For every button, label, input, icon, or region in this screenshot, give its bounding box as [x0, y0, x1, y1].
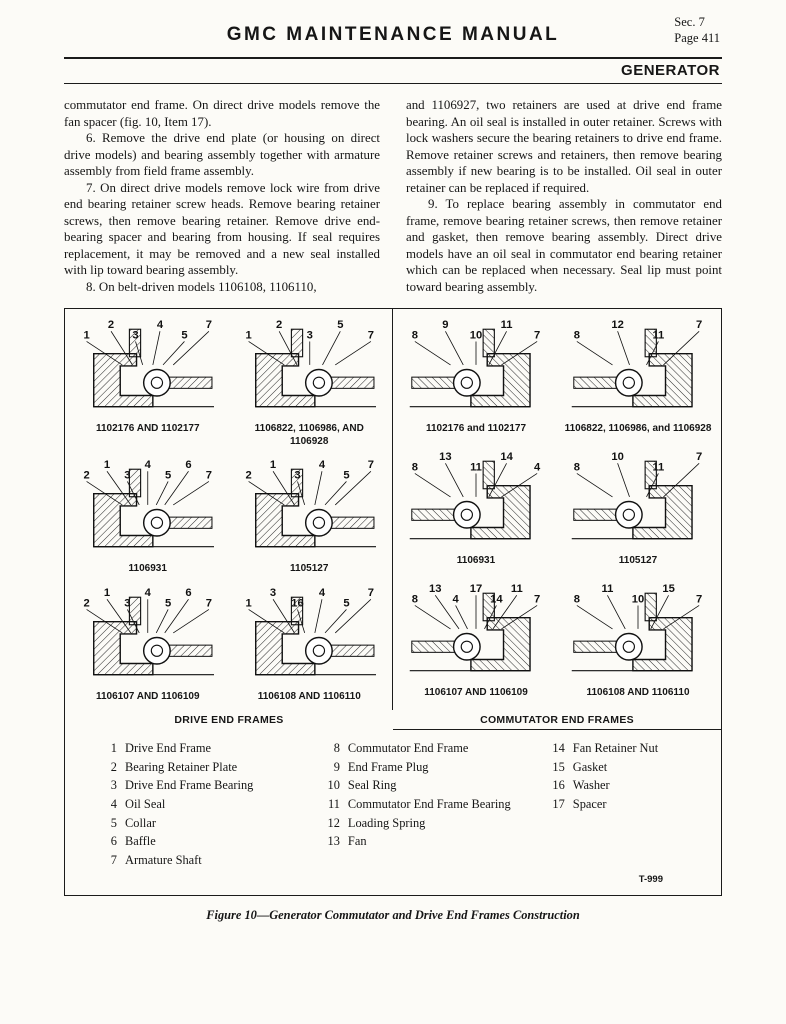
legend-item: [322, 814, 547, 833]
callout-number: 6: [185, 586, 192, 599]
callout-number: 14: [500, 451, 513, 464]
legend-item: [547, 795, 713, 814]
legend-item: [322, 795, 547, 814]
callout-number: 8: [573, 329, 580, 342]
legend-item: [322, 758, 547, 777]
page-header: [64, 12, 722, 52]
figure-cell: [67, 315, 229, 455]
callout-number: 5: [165, 469, 172, 482]
legend-item-text: Gasket: [572, 759, 608, 774]
callout-number: 4: [318, 586, 325, 599]
callout-number: 1: [103, 459, 111, 472]
legend-item-text: Oil Seal: [125, 797, 166, 812]
body-paragraph: 7. On direct drive models remove lock wire from drive end bearing retainer screw heads. Remove bearing retainer screws, then remove bearing retainer. Remove drive end-bearing spacer and bearing from housing. If seal requires replacement, it may be removed and a new seal installed with lip toward bearing assembly.: [64, 180, 380, 278]
figure-cell: [229, 315, 391, 455]
figure-cell: [229, 583, 391, 711]
legend-item-number: 13: [327, 834, 340, 849]
figure-cell: [557, 447, 719, 579]
legend-item-number: 6: [110, 834, 117, 849]
legend-item-text: Loading Spring: [347, 815, 426, 830]
callout-number: 5: [181, 329, 188, 342]
figure-caption: Figure 10—Generator Commutator and Drive End Frames Construction: [206, 908, 580, 923]
callout-number: 7: [205, 469, 213, 482]
figure-reference-code: T-999: [638, 874, 663, 886]
callout-number: 8: [573, 461, 580, 474]
legend-item-text: Collar: [125, 815, 156, 830]
end-frame-illustration: [559, 449, 717, 555]
callout-number: 1: [83, 329, 90, 342]
legend-item: [547, 758, 713, 777]
figure-cell: [557, 579, 719, 711]
legend-item-text: Commutator End Frame: [347, 741, 469, 756]
manual-title: GMC MAINTENANCE MANUAL: [226, 24, 560, 45]
callout-number: 2: [83, 469, 90, 482]
legend-item-text: Seal Ring: [347, 778, 397, 793]
legend-item-number: 17: [552, 797, 565, 812]
end-frame-illustration: [231, 585, 389, 691]
callout-number: 11: [510, 582, 523, 595]
legend-item-number: 1: [110, 741, 117, 756]
end-frame-illustration: [397, 449, 555, 555]
callout-number: 7: [205, 319, 213, 332]
body-paragraph: commutator end frame. On direct drive models remove the fan spacer (fig. 10, Item 17).: [64, 98, 380, 129]
callout-number: 11: [500, 319, 513, 332]
end-frame-illustration: [397, 317, 555, 423]
commutator-end-frames-label: COMMUTATOR END FRAMES: [393, 710, 721, 730]
right-column: [406, 97, 722, 295]
callout-number: 7: [534, 592, 541, 605]
legend-item-number: 2: [110, 759, 117, 774]
callout-number: 5: [165, 597, 172, 610]
callout-number: 12: [611, 319, 624, 332]
figure-10: [64, 308, 722, 896]
legend-item: [99, 758, 322, 777]
legend-item: [99, 739, 322, 758]
legend-item-number: 4: [110, 797, 117, 812]
callout-number: 7: [696, 451, 703, 464]
callout-number: 3: [293, 469, 301, 482]
callout-number: 7: [696, 592, 703, 605]
legend-item-text: Fan Retainer Nut: [572, 741, 659, 756]
end-frame-illustration: [69, 457, 227, 563]
callout-number: 7: [367, 459, 374, 472]
commutator-end-frames-panel: [393, 309, 721, 710]
legend-column-1: [99, 739, 322, 869]
legend-item-number: 15: [552, 759, 565, 774]
callout-number: 7: [205, 597, 213, 610]
callout-number: 11: [470, 461, 482, 474]
callout-number: 7: [367, 329, 374, 342]
figure-cell-label: 1106107 AND 1106109: [424, 686, 528, 698]
figure-cell: [557, 315, 719, 447]
callout-number: 10: [469, 329, 483, 342]
figure-cell-label: 1106931: [456, 554, 496, 566]
callout-number: 13: [428, 582, 442, 595]
body-paragraph: 9. To replace bearing assembly in commutator end frame, remove bearing retainer screws, then remove retainer and gasket, then remove bearing assembly. Direct drive models have an oil seal in commutator end bearing retainer which can be replaced when necessary. Seal lip must point toward bearing assembly.: [406, 197, 722, 294]
callout-number: 4: [318, 459, 325, 472]
legend-item-text: Drive End Frame: [125, 741, 212, 756]
callout-number: 10: [631, 592, 645, 605]
end-frame-illustration: [397, 581, 555, 687]
callout-number: 2: [83, 597, 90, 610]
callout-number: 1: [103, 586, 111, 599]
callout-number: 3: [132, 329, 139, 342]
legend-item: [322, 776, 547, 795]
callout-number: 15: [662, 582, 675, 595]
body-paragraph: 8. On belt-driven models 1106108, 1106110,: [86, 279, 317, 294]
callout-number: 4: [144, 586, 151, 599]
callout-number: 8: [411, 329, 418, 342]
chapter-heading: GENERATOR: [621, 62, 720, 79]
callout-number: 7: [367, 586, 374, 599]
callout-number: 7: [696, 319, 703, 332]
legend-item: [322, 739, 547, 758]
callout-number: 4: [156, 319, 164, 332]
callout-number: 5: [342, 597, 350, 610]
callout-number: 3: [124, 597, 131, 610]
legend-item: [99, 832, 322, 851]
legend-item-text: End Frame Plug: [347, 759, 429, 774]
figure-cell-label: 1106107 AND 1106109: [95, 690, 200, 702]
chapter-rule: [64, 83, 722, 84]
figure-legend: [65, 730, 721, 871]
callout-number: 11: [652, 461, 665, 474]
figure-cell: [395, 579, 557, 711]
callout-number: 11: [652, 329, 665, 342]
figure-cell-label: 1106108 AND 1106110: [257, 690, 361, 702]
end-frame-illustration: [69, 317, 227, 423]
legend-item-number: 10: [327, 778, 340, 793]
callout-number: 6: [185, 459, 192, 472]
callout-number: 4: [534, 461, 541, 474]
callout-number: 8: [411, 461, 418, 474]
legend-item: [99, 776, 322, 795]
body-paragraph: and 1106927, two retainers are used at drive end frame bearing. An oil seal is installed in outer retainer. Screws with lock washers secure the bearing retainers to drive end frame. Remove retainer screws and retainers, then remove bearing assembly if new bearing is to be installed. Oil seal in outer retainer can be replaced if required.: [406, 98, 722, 195]
callout-number: 2: [107, 319, 115, 332]
figure-cell-label: 1102176 AND 1102177: [95, 423, 200, 435]
legend-item-number: 12: [327, 815, 340, 830]
figure-cell: [67, 455, 229, 583]
callout-number: 4: [144, 459, 151, 472]
page-number: Page 411: [674, 31, 720, 46]
figure-cell-label: 1106822, 1106986, and 1106928: [564, 423, 712, 435]
figure-cell: [229, 455, 391, 583]
legend-item-text: Drive End Frame Bearing: [125, 778, 254, 793]
legend-item-number: 14: [552, 741, 565, 756]
callout-number: 1: [244, 597, 252, 610]
callout-number: 5: [336, 319, 343, 332]
legend-item-number: 16: [552, 778, 565, 793]
left-column: [64, 97, 380, 295]
callout-number: 1: [244, 329, 252, 342]
legend-item-number: 5: [110, 815, 117, 830]
drive-end-frames-panel: [65, 309, 393, 710]
legend-item-number: 7: [110, 852, 117, 867]
drive-end-frames-label: DRIVE END FRAMES: [174, 714, 284, 727]
figure-cell-label: 1106822, 1106986, AND 1106928: [254, 423, 364, 447]
legend-column-2: [322, 739, 547, 869]
callout-number: 8: [573, 592, 580, 605]
legend-item-text: Baffle: [125, 834, 156, 849]
callout-number: 14: [490, 592, 503, 605]
figure-cell: [395, 315, 557, 447]
legend-item-text: Fan: [347, 834, 367, 849]
callout-number: 3: [124, 469, 131, 482]
callout-number: 7: [534, 329, 541, 342]
legend-item-text: Armature Shaft: [125, 852, 202, 867]
callout-number: 2: [275, 319, 282, 332]
figure-cell-label: 1106931: [128, 563, 167, 575]
legend-item-text: Washer: [572, 778, 610, 793]
legend-item-text: Spacer: [572, 797, 607, 812]
figure-cell: [395, 447, 557, 579]
legend-item: [99, 795, 322, 814]
legend-item-number: 8: [333, 741, 340, 756]
callout-number: 3: [306, 329, 313, 342]
legend-item-number: 9: [333, 759, 340, 774]
legend-item: [547, 776, 713, 795]
figure-cell: [67, 583, 229, 711]
legend-column-3: [547, 739, 713, 869]
body-paragraph: 6. Remove the drive end plate (or housing on direct drive models) and bearing assembly together with armature assembly from field frame assembly.: [64, 131, 380, 179]
section-page-ref: [674, 14, 720, 47]
end-frame-illustration: [231, 457, 389, 563]
callout-number: 10: [611, 451, 624, 464]
callout-number: 8: [411, 592, 418, 605]
callout-number: 1: [269, 459, 276, 472]
callout-number: 2: [244, 469, 252, 482]
figure-cell-label: 1105127: [290, 563, 329, 575]
legend-item-text: Commutator End Frame Bearing: [347, 797, 511, 812]
callout-number: 4: [452, 592, 459, 605]
legend-item: [99, 851, 322, 870]
callout-number: 3: [269, 586, 276, 599]
legend-item-text: Bearing Retainer Plate: [125, 759, 238, 774]
legend-item: [99, 814, 322, 833]
callout-number: 11: [601, 582, 614, 595]
body-columns: [64, 97, 722, 295]
callout-number: 16: [290, 597, 304, 610]
legend-item: [547, 739, 713, 758]
figure-cell-label: 1102176 and 1102177: [425, 423, 527, 435]
end-frame-illustration: [231, 317, 389, 423]
callout-number: 13: [439, 451, 452, 464]
figure-grid: [65, 309, 721, 710]
figure-cell-label: 1105127: [618, 554, 658, 566]
legend-item-number: 3: [110, 778, 117, 793]
end-frame-illustration: [559, 581, 717, 687]
section-ref: Sec. 7: [674, 15, 705, 29]
frame-group-labels: [65, 710, 721, 730]
end-frame-illustration: [69, 585, 227, 691]
legend-item-number: 11: [327, 797, 340, 812]
callout-number: 9: [442, 319, 449, 332]
legend-item: [322, 832, 547, 851]
callout-number: 5: [342, 469, 350, 482]
callout-number: 17: [469, 582, 483, 595]
figure-cell-label: 1106108 AND 1106110: [586, 686, 690, 698]
end-frame-illustration: [559, 317, 717, 423]
